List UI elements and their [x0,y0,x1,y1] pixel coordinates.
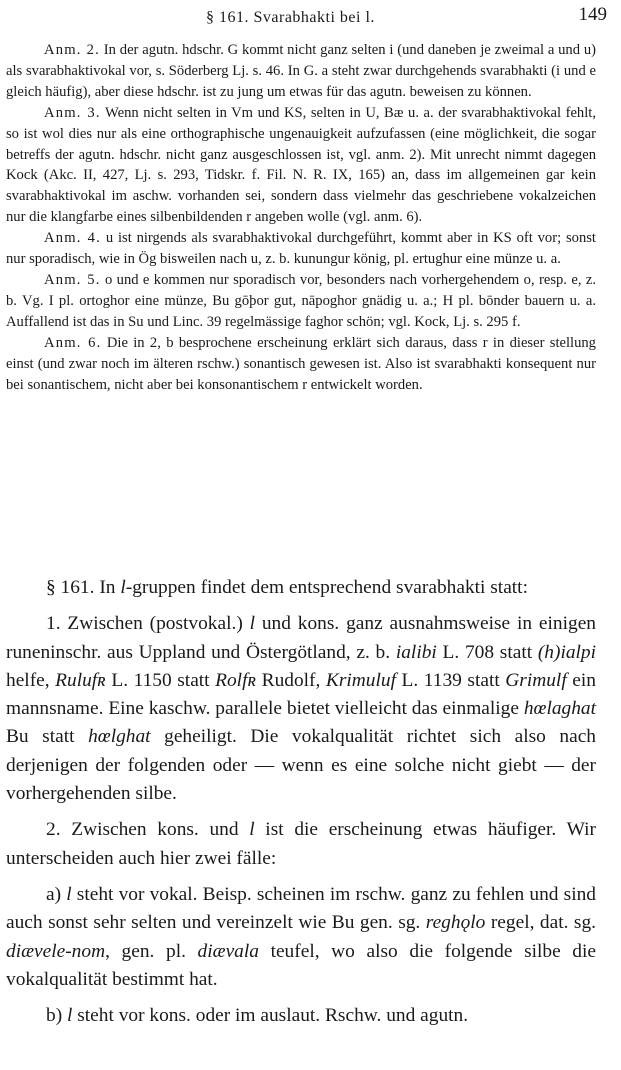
annotation-label: Anm. 4. [44,230,102,247]
annotation-label: Anm. 5. [44,271,101,288]
example-word: Grimulf [505,669,567,691]
example-word: Rolfʀ [215,669,257,691]
point-2a: a) l steht vor vokal. Beisp. scheinen im rschw. ganz zu fehlen und sind auch sonst sehr selten und vereinzelt wie Bu gen. sg. reghǫlo regel, dat. sg. diævele-nom, gen. pl. diævala teufel, wo also die folgende silbe die vokalqualität bestimmt hat. [6,883,596,990]
annotation-4 [6,228,596,270]
running-header [6,4,607,28]
annotation-3 [6,103,596,228]
annotation-6 [6,333,596,396]
page-number: 149 [578,4,607,25]
example-word: (h)ialpi [537,641,597,663]
section-heading-paragraph: § 161. In l-gruppen findet dem entsprechend svarabhakti statt: [46,577,528,598]
example-word: diævele-nom [6,940,106,962]
section-title: § 161. Svarabhakti bei l. [206,9,375,26]
section-161-body [6,574,596,1030]
annotations-block [6,40,596,395]
section-number: § 161. [46,577,95,598]
annotation-5 [6,270,596,333]
annotation-text: u ist nirgends als svarabhaktivokal durchgeführt, kommt aber in KS oft vor; sonst nur sporadisch, wie in Ög bisweilen nach u, z. b. kunungur könig, pl. ertughur eine münze u. a. [6,230,596,268]
annotation-label: Anm. 3. [44,104,101,121]
annotation-text: Wenn nicht selten in Vm und KS, selten in U, Bæ u. a. der svarabhaktivokal fehlt, so ist wol dies nur als eine orthographische ungenauigkeit aufzufassen (eine möglichkeit, die sogar betreffs der agutn. hdschr. nicht ganz ausgeschlossen ist, vgl. anm. 2). Mit unrecht nimmt dagegen Kock (Akc. II, 427, Lj. s. 293, Tidskr. f. Fil. N. R. IX, 165) an, dass im allgemeinen gar kein svarabhaktivokal im aschw. vorhanden sei, sondern dass vielmehr das geschriebene vokalzeichen nur die klangfarbe eines silbenbildenden r angeben wolle (vgl. anm. 6). [6,104,596,226]
annotation-label: Anm. 6. [44,334,102,351]
annotation-text: o und e kommen nur sporadisch vor, besonders nach vorhergehendem o, resp. e, z. b. Vg. I pl. ortoghor eine münze, Bu gōþor gut, nāpoghor gnädig u. a.; H pl. bōnder bauern u. a. Auffallend ist das in Su und Linc. 39 regelmässige faghor schön; vgl. Kock, Lj. s. 295 f. [6,271,596,330]
example-word: diævala [197,940,259,962]
example-word: ialibi [395,641,437,663]
example-word: reghǫlo [425,912,486,934]
annotation-text: In der agutn. hdschr. G kommt nicht ganz selten i (und daneben je zweimal a und u) als svarabhaktivokal vor, s. Söderberg Lj. s. 46. In G. a steht zwar durchgehends svarabhakti (i und e gleich häufig), aber diese hdschr. ist zu jung um etwas für das agutn. beweisen zu können. [6,42,596,100]
example-word: Krimuluf [325,669,396,691]
point-1: 1. Zwischen (postvokal.) l und kons. ganz ausnahmsweise in einigen runeninschr. aus Uppland und Östergötland, z. b. ialibi L. 708 statt (h)ialpi helfe, Rulufʀ L. 1150 statt Rolfʀ Rudolf, Krimuluf L. 1139 statt Grimulf ein mannsname. Eine kaschw. parallele bietet vielleicht das einmalige hœlaghat Bu statt hœlghat geheiligt. Die vokalqualität richtet sich also nach derjenigen der folgenden oder — wenn es eine solche nicht giebt — der vorhergehenden silbe. [6,613,597,805]
example-word: hœlghat [88,726,151,748]
point-2: 2. Zwischen kons. und l ist die erscheinung etwas häufiger. Wir unterscheiden auch hier zwei fälle: [6,819,596,869]
annotation-2 [6,40,596,103]
point-2b: b) l steht vor kons. oder im auslaut. Rschw. und agutn. [46,1005,469,1027]
example-word: hœlaghat [523,698,596,720]
annotation-label: Anm. 2. [44,42,100,58]
example-word: Rulufʀ [55,669,106,691]
annotation-text: Die in 2, b besprochene erscheinung erklärt sich daraus, dass r in dieser stellung einst (und zwar noch im älteren rschw.) sonantisch gewesen ist. Also ist svarabhakti konsequent nur bei sonantischem, nicht aber bei konsonantischem r entwickelt worden. [6,334,596,393]
